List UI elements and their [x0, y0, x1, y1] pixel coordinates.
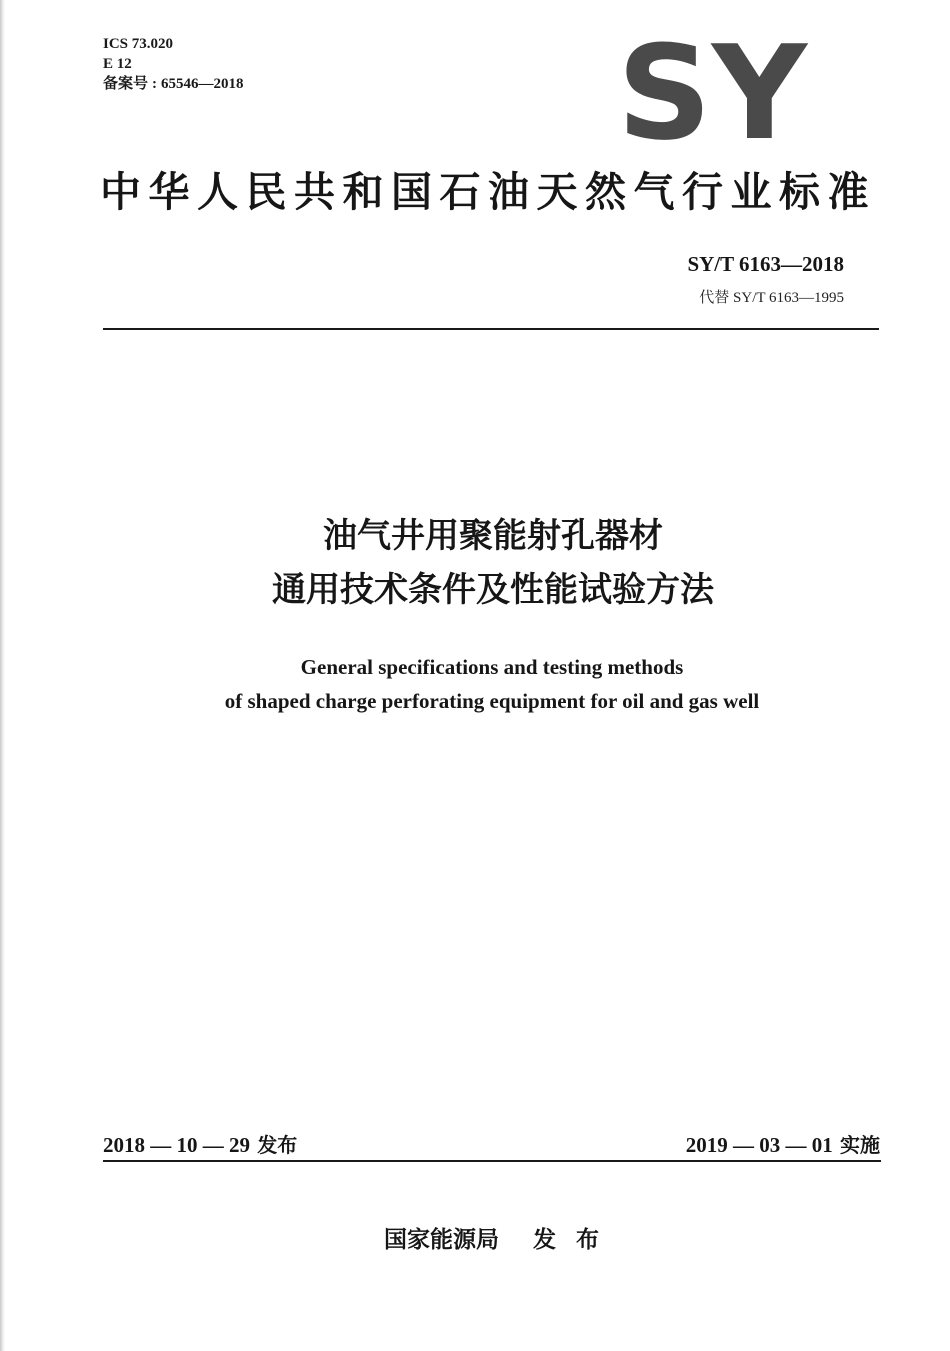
chinese-title-line-1: 油气井用聚能射孔器材 [323, 516, 663, 556]
scan-edge [0, 0, 5, 1351]
issue-date: 2018 — 10 — 29 [103, 1133, 250, 1157]
english-title-line-1: General specifications and testing methods [300, 655, 684, 679]
ics-code: ICS 73.020 [103, 36, 174, 52]
publisher-line [384, 1221, 605, 1254]
ccs-code: E 12 [103, 56, 132, 72]
classification-block [103, 34, 244, 94]
publisher-name: 国家能源局 [384, 1227, 499, 1253]
publisher-label: 发 布 [533, 1227, 606, 1253]
english-title-line-2: of shaped charge perforating equipment for oil and gas well [224, 689, 760, 713]
implementation-date-line [686, 1129, 880, 1158]
implementation-label: 实施 [840, 1133, 880, 1157]
sy-logo [612, 30, 812, 148]
standard-number: SY/T 6163—2018 [687, 252, 844, 276]
national-standard-title: 中华人民共和国石油天然气行业标准 [100, 168, 876, 216]
issue-label: 发布 [257, 1133, 298, 1157]
implementation-date: 2019 — 03 — 01 [685, 1133, 833, 1157]
top-divider [103, 328, 879, 330]
bottom-divider [103, 1160, 881, 1162]
chinese-title-line-2: 通用技术条件及性能试验方法 [272, 570, 714, 610]
issue-date-line [103, 1129, 297, 1158]
filing-number-line [103, 74, 244, 94]
filing-number: 65546—2018 [161, 76, 244, 92]
filing-label: 备案号 [103, 76, 149, 92]
sy-logo-text: SY [617, 30, 809, 148]
replaces-standard: 代替 SY/T 6163—1995 [699, 290, 844, 306]
filing-separator: : [152, 76, 158, 92]
